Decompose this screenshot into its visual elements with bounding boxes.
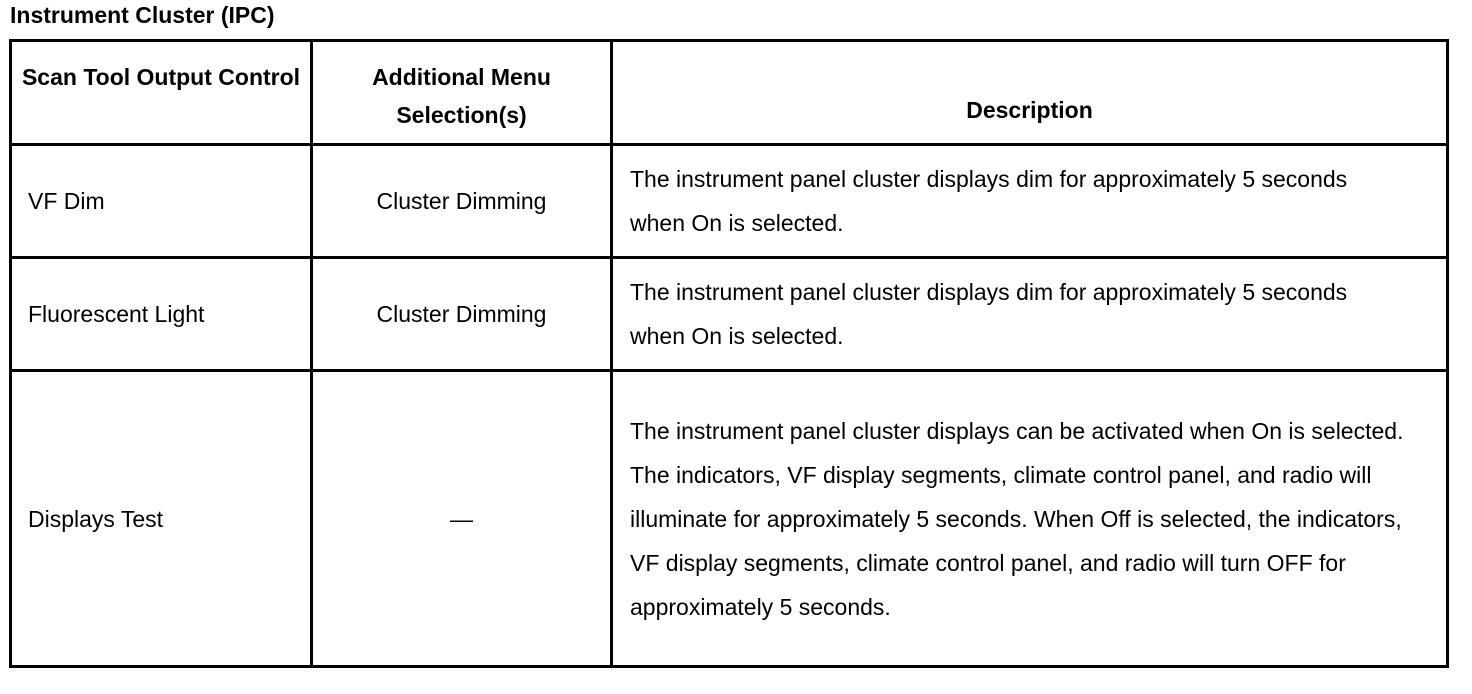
table-row: [11, 145, 1448, 258]
table-row: [11, 371, 1448, 667]
table-header-row: [11, 41, 1448, 145]
table-row: [11, 258, 1448, 371]
header-scan-tool-output-control: Scan Tool Output Control: [11, 41, 312, 145]
cell-description: The instrument panel cluster displays can be activated when On is selected. The indicators, VF display segments, climate control panel, and radio will illuminate for approximately 5 seconds. When Off is selected, the indicators, VF display segments, climate control panel, and radio will turn OFF for approximately 5 seconds.: [612, 371, 1448, 667]
cell-control: Fluorescent Light: [11, 258, 312, 371]
header-additional-menu-selections: Additional Menu Selection(s): [312, 41, 612, 145]
ipc-output-control-table: [9, 39, 1449, 668]
cell-menu-selection: Cluster Dimming: [312, 145, 612, 258]
page-title: Instrument Cluster (IPC): [10, 2, 275, 28]
cell-description: The instrument panel cluster displays dim for approximately 5 seconds when On is selected.: [612, 258, 1448, 371]
cell-control: Displays Test: [11, 371, 312, 667]
cell-menu-selection: —: [312, 371, 612, 667]
cell-description: The instrument panel cluster displays dim for approximately 5 seconds when On is selected.: [612, 145, 1448, 258]
header-description: Description: [612, 41, 1448, 145]
cell-control: VF Dim: [11, 145, 312, 258]
cell-menu-selection: Cluster Dimming: [312, 258, 612, 371]
